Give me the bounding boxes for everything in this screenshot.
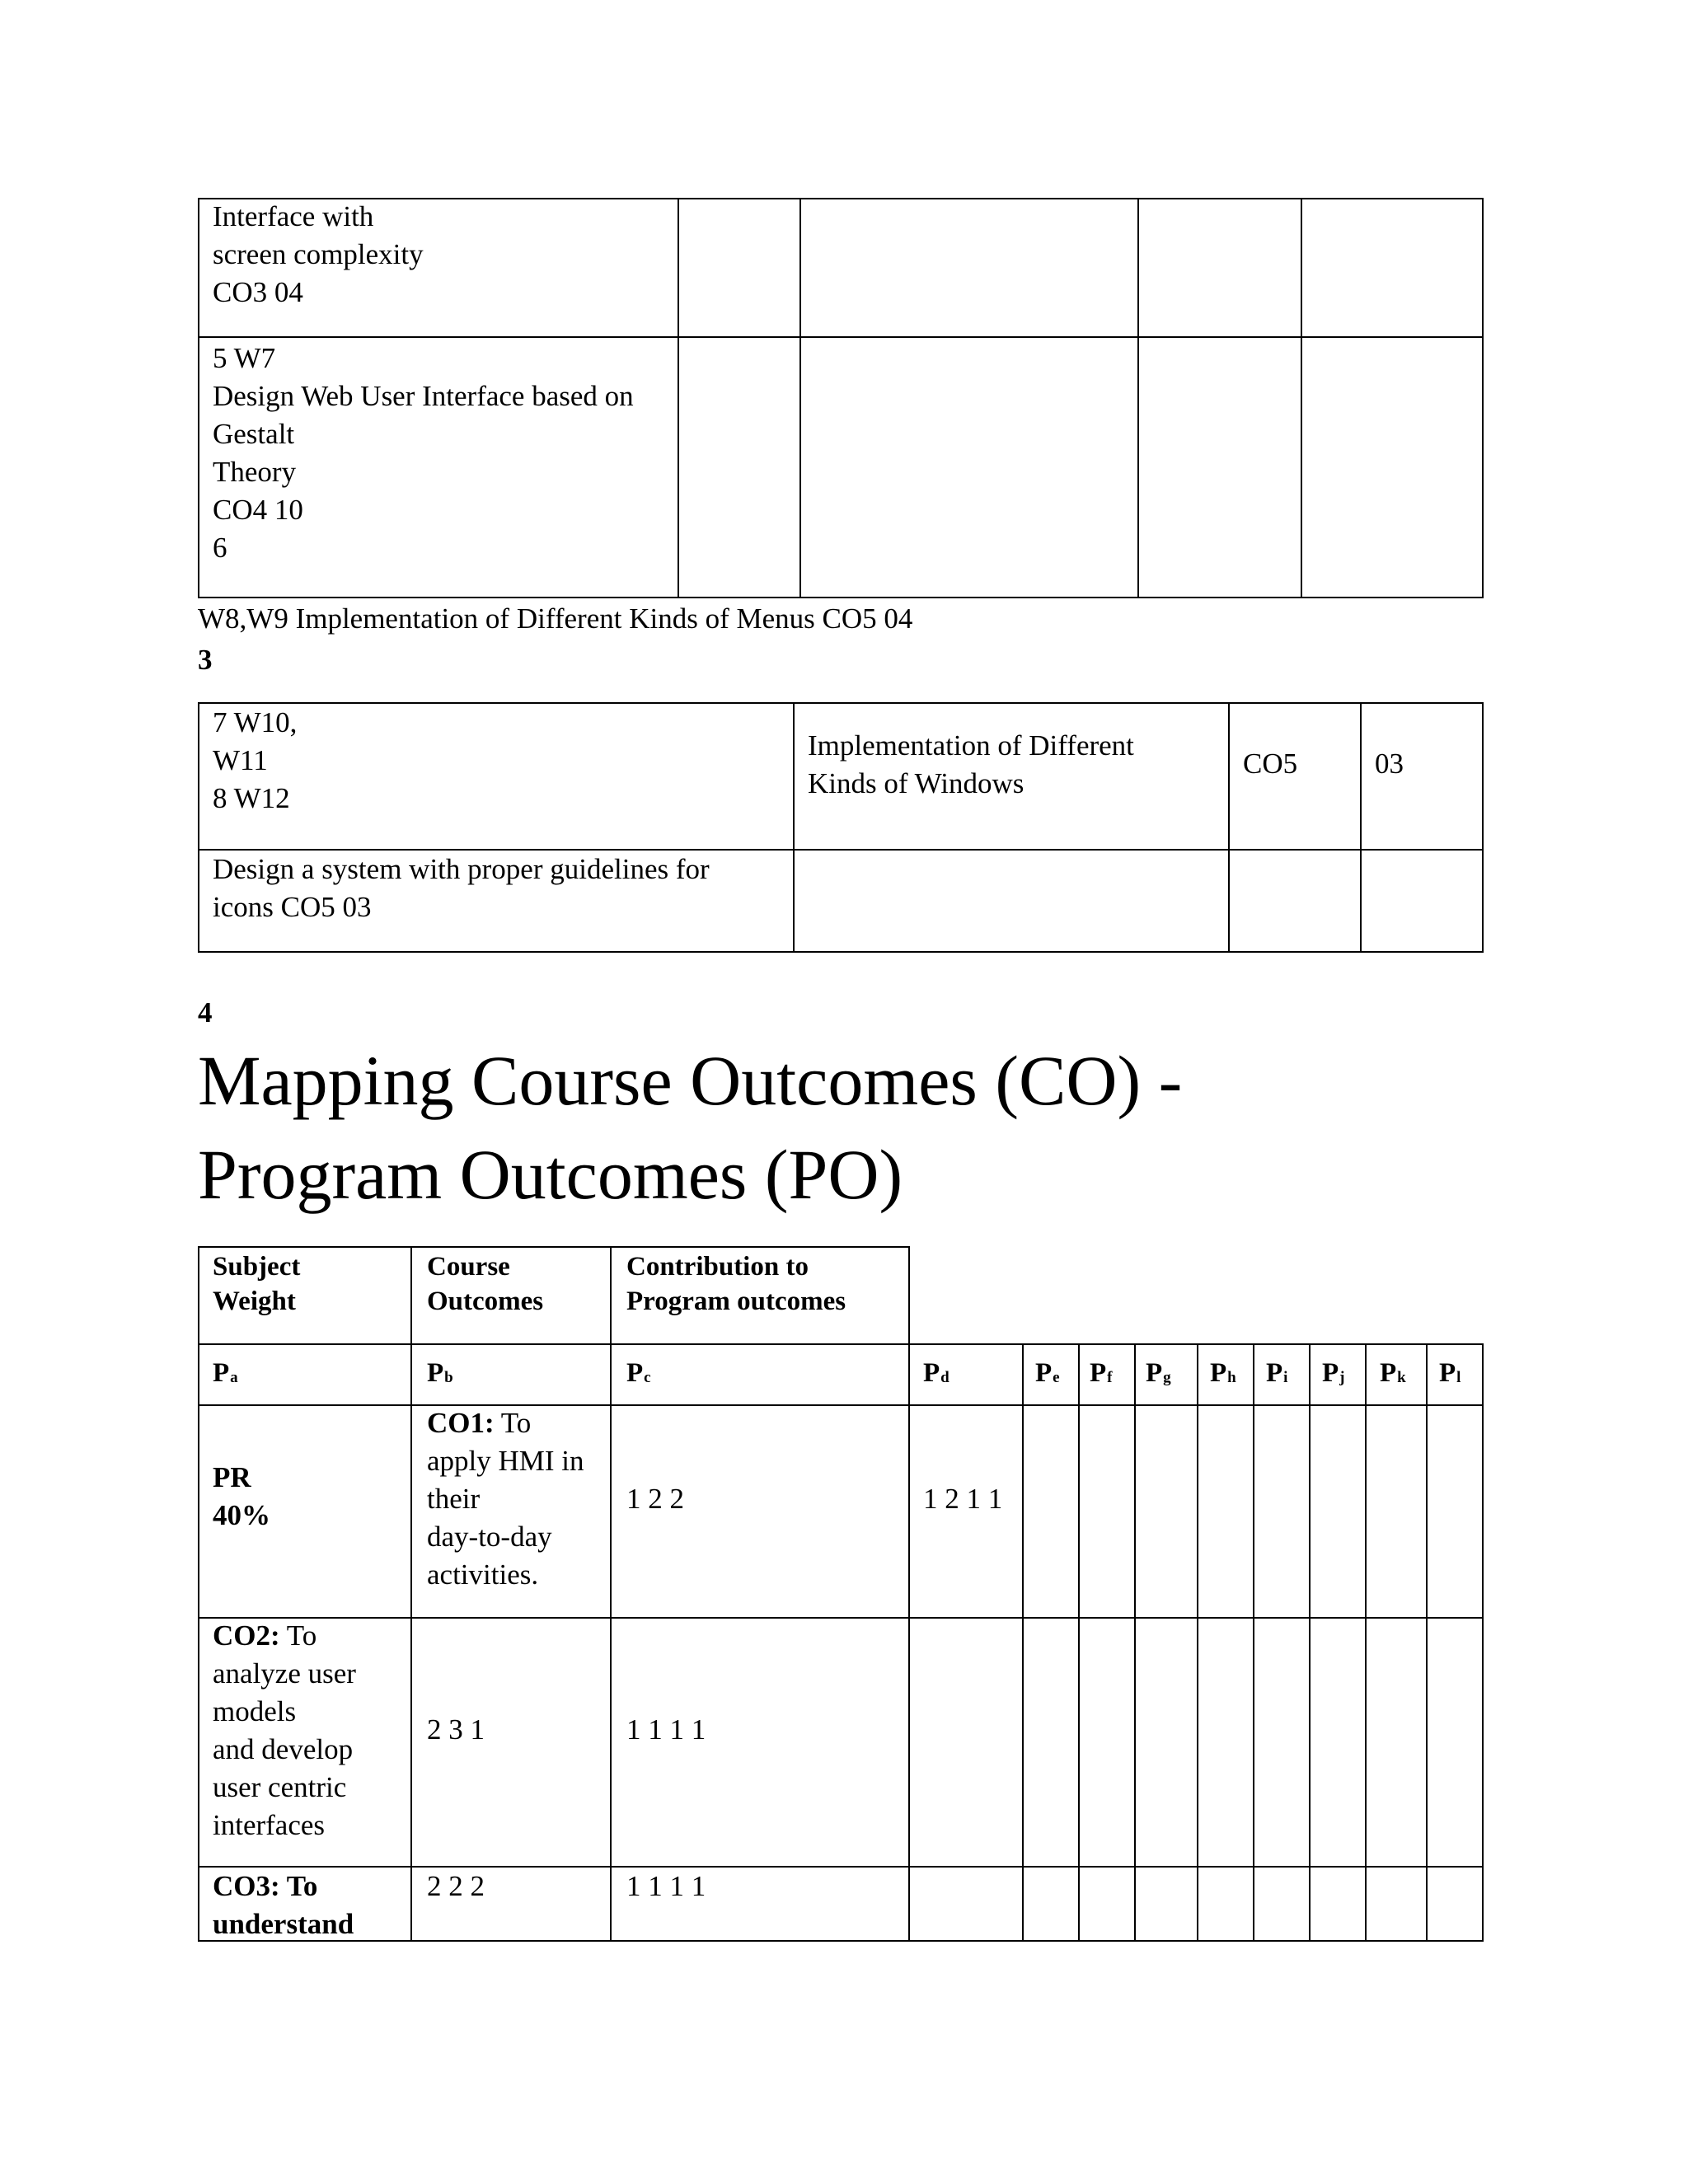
table1-row2-text: 5 W7 Design Web User Interface based on Gestalt Theory CO4 10 6 — [213, 342, 634, 564]
col-divider — [1426, 1343, 1428, 1942]
row1-course-outcome — [427, 1404, 584, 1594]
col-divider — [1360, 702, 1362, 953]
row3-pb: 2 2 2 — [427, 1870, 485, 1902]
col-divider — [1253, 1343, 1254, 1942]
col-divider — [1365, 1343, 1367, 1942]
row2-course-outcome — [213, 1617, 356, 1844]
section-number: 4 — [198, 996, 213, 1029]
table2-topic: Implementation of Different Kinds of Windows — [808, 729, 1134, 799]
table2-week: 7 W10, W11 8 W12 — [213, 706, 298, 814]
row2-pc: 1 1 1 1 — [626, 1713, 706, 1746]
row1-pc: 1 2 2 — [626, 1483, 684, 1515]
row3-pc: 1 1 1 1 — [626, 1870, 706, 1902]
table2-row2-text: Design a system with proper guidelines for icons CO5 03 — [213, 853, 710, 923]
po-label-d: $P_d$ — [923, 1358, 950, 1388]
section-title-line1: Mapping Course Outcomes (CO) - — [198, 1041, 1183, 1120]
po-label-e: $P_e$ — [1035, 1358, 1060, 1388]
col-divider — [1301, 198, 1302, 598]
col-divider — [908, 1343, 910, 1942]
po-label-j: $P_j$ — [1322, 1358, 1345, 1388]
menus-line: W8,W9 Implementation of Different Kinds of Menus CO5 04 — [198, 602, 913, 635]
table1-row1-text: Interface with screen complexity CO3 04 — [213, 200, 424, 308]
co2-label: CO2: — [213, 1619, 280, 1652]
col-divider — [1022, 1343, 1024, 1942]
item-number-3: 3 — [198, 644, 213, 676]
po-label-a: $P_a$ — [213, 1358, 238, 1388]
row1-weight: PR 40% — [213, 1461, 270, 1531]
col-divider — [1078, 1343, 1080, 1942]
col-divider — [1137, 198, 1139, 598]
col-divider — [1309, 1343, 1311, 1942]
header-course-outcomes: Course Outcomes — [427, 1252, 544, 1316]
table2-hours: 03 — [1375, 748, 1404, 780]
section-title-line2: Program Outcomes (PO) — [198, 1135, 903, 1214]
row3-course-outcome: CO3: To understand — [213, 1870, 354, 1940]
row-divider — [198, 336, 1484, 338]
col-divider — [793, 702, 795, 953]
header-contribution: Contribution to Program outcomes — [626, 1252, 846, 1316]
col-divider — [799, 198, 801, 598]
co1-text: To apply HMI in their day-to-day activities. — [427, 1407, 584, 1591]
po-label-k: $P_k$ — [1380, 1358, 1406, 1388]
table2-co: CO5 — [1243, 748, 1298, 780]
po-label-f: $P_f$ — [1090, 1358, 1113, 1388]
col-divider — [678, 198, 679, 598]
col-divider — [1134, 1343, 1136, 1942]
po-label-b: $P_b$ — [427, 1358, 453, 1388]
po-label-c: $P_c$ — [626, 1358, 651, 1388]
col-divider — [1228, 702, 1230, 953]
col-divider — [1197, 1343, 1198, 1942]
mapping-body — [198, 1404, 1484, 1942]
po-label-l: $P_l$ — [1439, 1358, 1461, 1388]
po-letter-row — [198, 1343, 1484, 1406]
row2-pb: 2 3 1 — [427, 1713, 485, 1746]
header-subject-weight: Subject Weight — [213, 1252, 301, 1316]
co2-text: To analyze user models and develop user centric interfaces — [213, 1619, 356, 1841]
po-label-g: $P_g$ — [1146, 1358, 1171, 1388]
po-label-i: $P_i$ — [1266, 1358, 1288, 1388]
co1-label: CO1: — [427, 1407, 495, 1439]
row-divider — [198, 1866, 1484, 1868]
row1-pd: 1 2 1 1 — [923, 1483, 1003, 1515]
po-label-h: $P_h$ — [1210, 1358, 1236, 1388]
row-divider — [198, 1617, 1484, 1619]
